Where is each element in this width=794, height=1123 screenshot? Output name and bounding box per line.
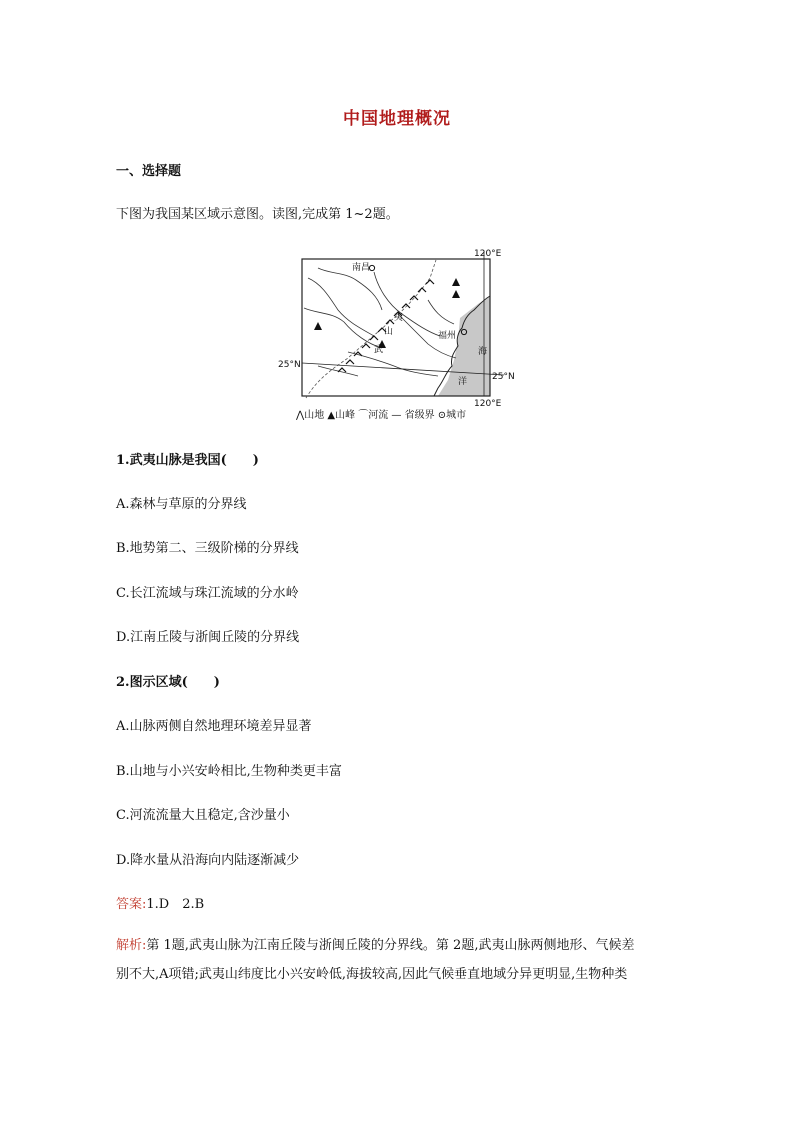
- mountain-legend-icon: ⋀: [296, 410, 305, 421]
- question-2-option-a: A.山脉两侧自然地理环境差异显著: [116, 719, 312, 734]
- range-label-3: 山: [384, 327, 394, 337]
- city-label-fuzhou: 福州: [438, 331, 457, 341]
- question-1-option-d: D.江南丘陵与浙闽丘陵的分界线: [116, 630, 300, 645]
- lat-label-right: 25°N: [492, 372, 515, 382]
- lon-label-bottom: 120°E: [474, 399, 502, 409]
- analysis-line-1: [116, 931, 682, 960]
- region-map: [278, 248, 518, 423]
- rivers: [304, 268, 456, 376]
- city-marker-nanchang: [369, 265, 374, 270]
- sea-label-1: 海: [478, 347, 488, 357]
- region-map-svg: [278, 248, 518, 423]
- question-2-option-d: D.降水量从沿海向内陆逐渐减少: [116, 853, 300, 868]
- question-1-stem: 1.武夷山脉是我国( ): [116, 453, 259, 468]
- legend-text: 山地 ▲山峰 ⌒河流 — 省级界 ⊙城市: [304, 410, 467, 421]
- question-2-stem: 2.图示区域( ): [116, 675, 220, 690]
- map-legend: [296, 406, 466, 421]
- sea-label-2: 洋: [458, 377, 468, 387]
- analysis-label: 解析:: [116, 938, 147, 953]
- answer-line: [116, 893, 204, 912]
- lon-label-top: 120°E: [474, 249, 502, 259]
- section-heading: 一、选择题: [116, 164, 182, 179]
- question-1-option-b: B.地势第二、三级阶梯的分界线: [116, 541, 299, 556]
- analysis-line-2: 别不大,A项错;武夷山纬度比小兴安岭低,海拔较高,因此气候垂直地域分异更明显,生物种类: [116, 967, 628, 982]
- question-1-option-c: C.长江流域与珠江流域的分水岭: [116, 586, 299, 601]
- answer-label: 答案:: [116, 897, 147, 912]
- lat-label-left: 25°N: [278, 360, 301, 370]
- question-2-option-c: C.河流流量大且稳定,含沙量小: [116, 808, 290, 823]
- question-1-option-a: A.森林与草原的分界线: [116, 497, 247, 512]
- answer-text: 1.D 2.B: [146, 897, 205, 912]
- provincial-boundary: [306, 260, 436, 398]
- city-label-nanchang: 南昌: [352, 263, 371, 273]
- question-intro: 下图为我国某区域示意图。读图,完成第 1~2题。: [116, 207, 399, 222]
- range-label-2: 夷: [394, 313, 404, 323]
- analysis-text-1: 第 1题,武夷山脉为江南丘陵与浙闽丘陵的分界线。第 2题,武夷山脉两侧地形、气候差: [146, 938, 635, 953]
- question-2-option-b: B.山地与小兴安岭相比,生物种类更丰富: [116, 764, 342, 779]
- analysis-paragraph: [116, 931, 682, 989]
- range-label-1: 武: [374, 345, 384, 355]
- page-title: 中国地理概况: [343, 109, 451, 129]
